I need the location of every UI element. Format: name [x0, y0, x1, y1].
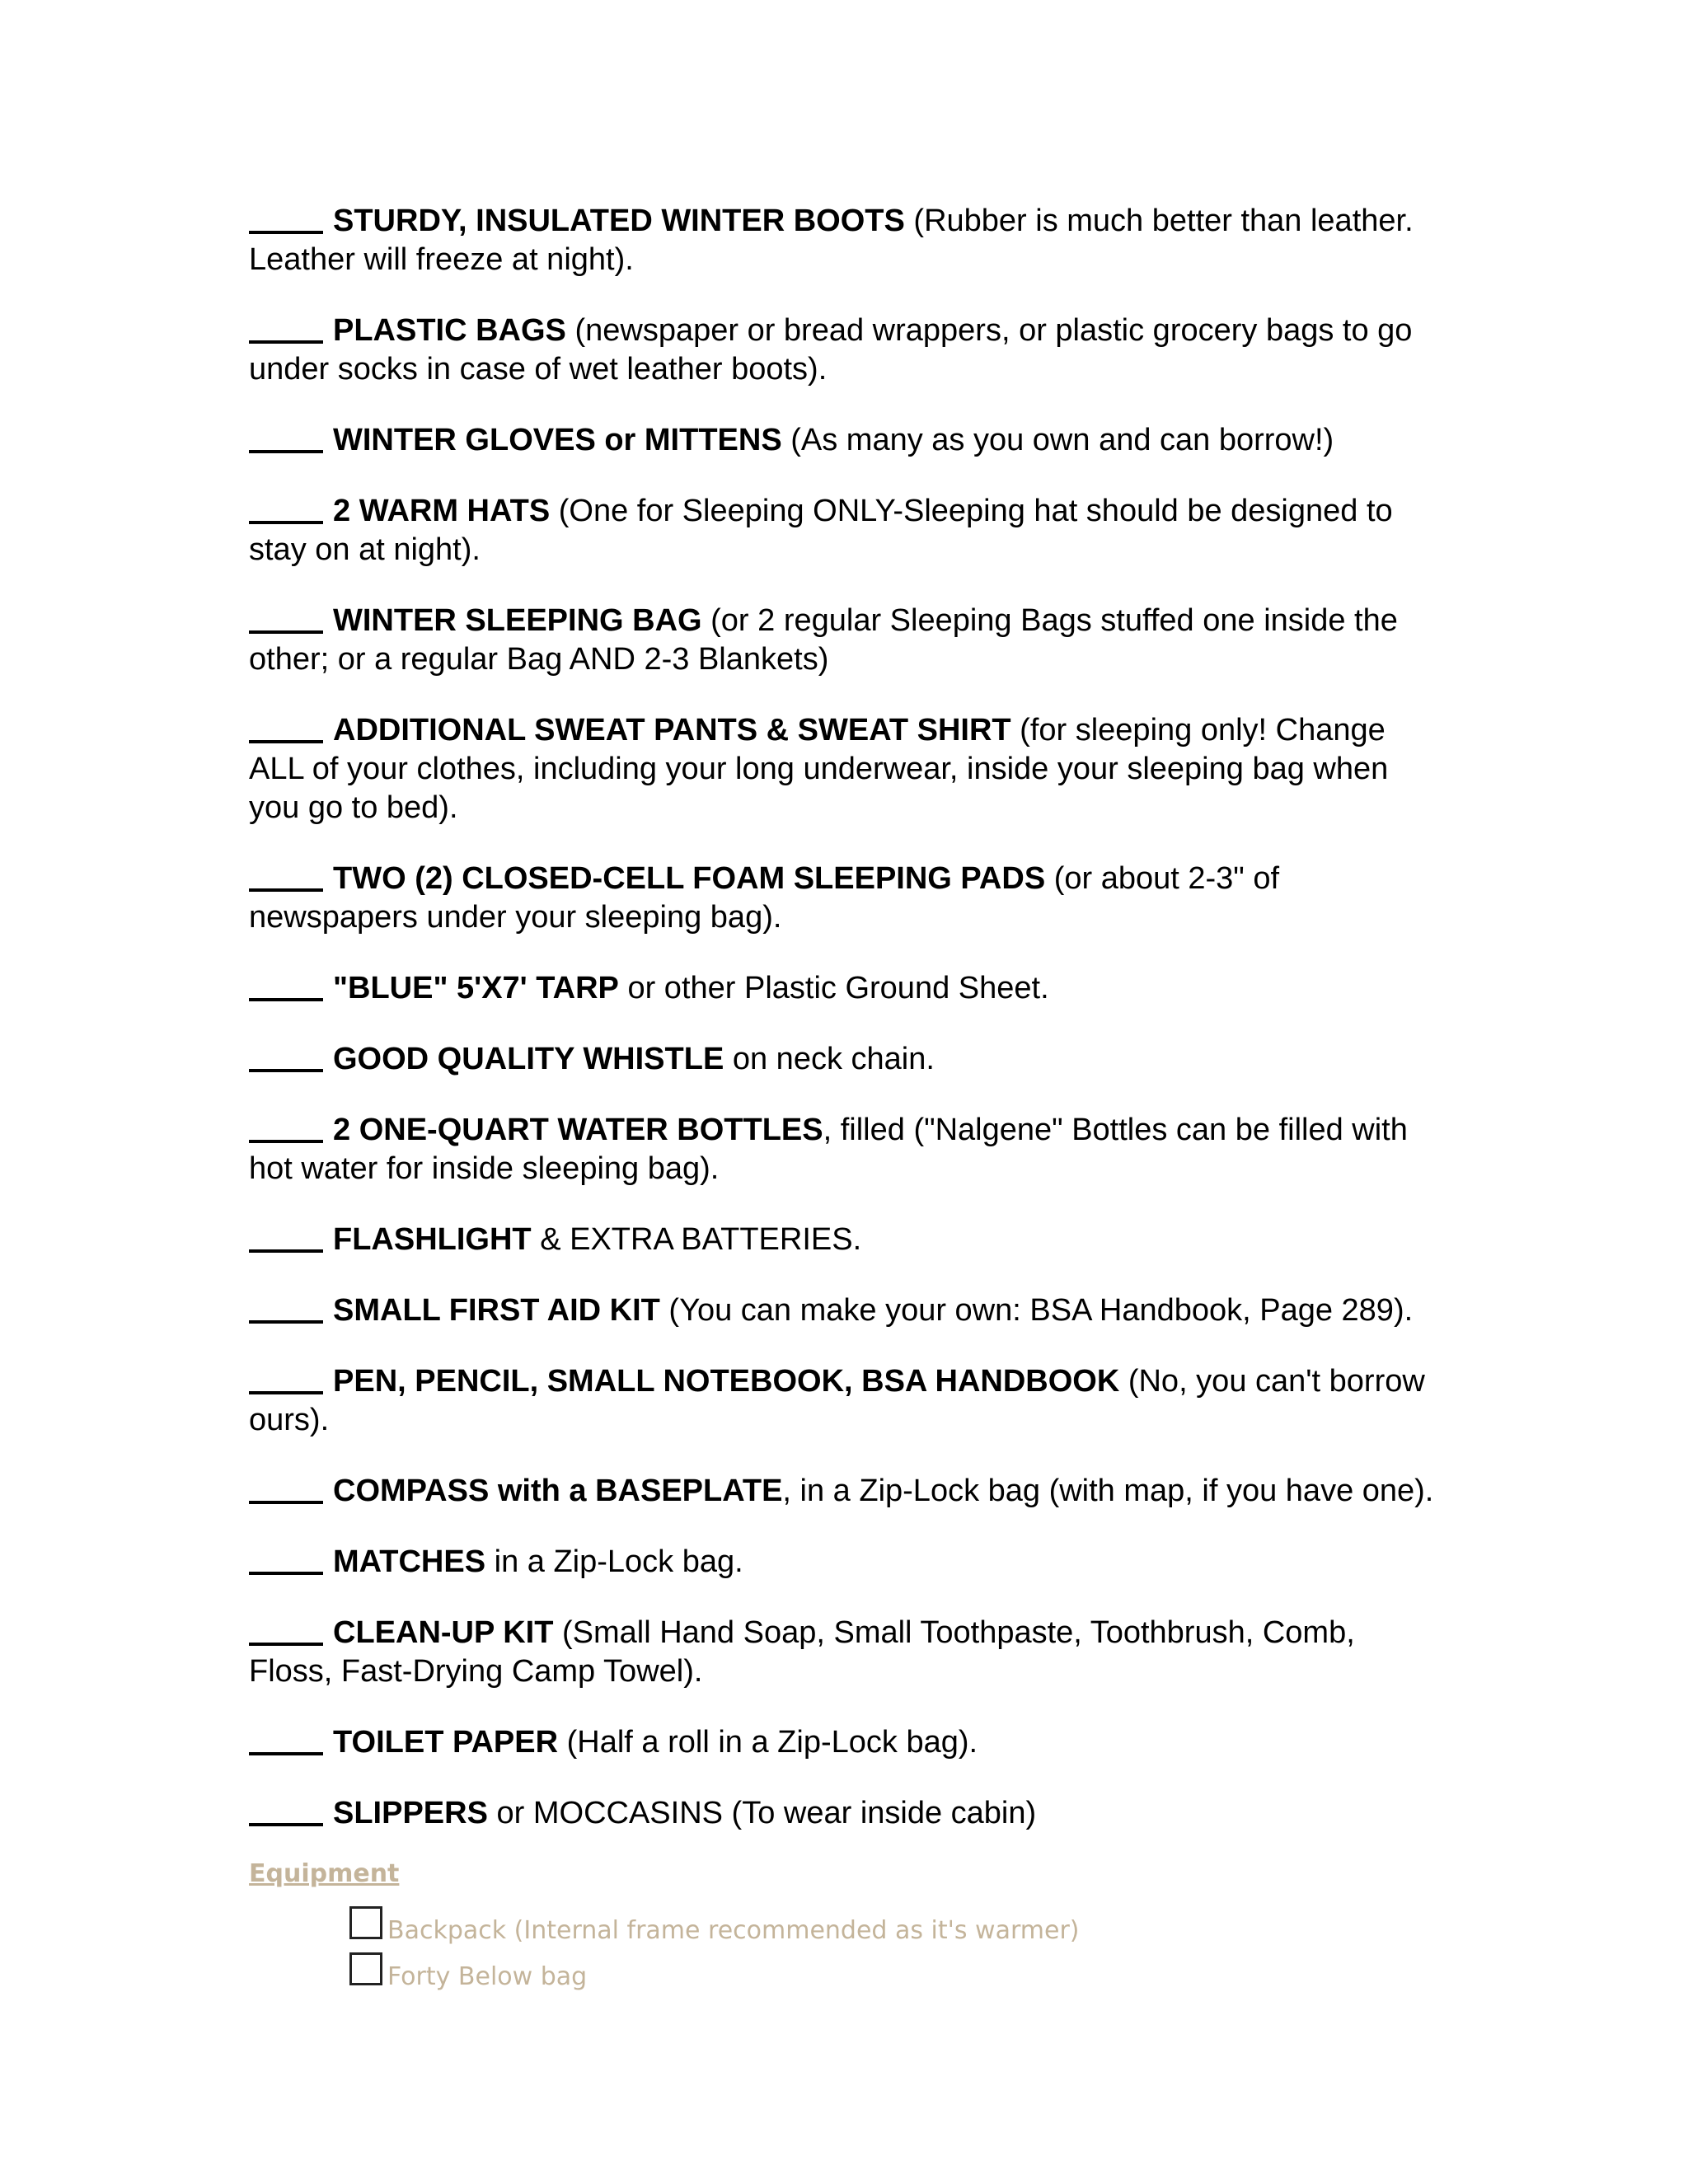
checklist-item [249, 1357, 1444, 1440]
checklist-item [249, 1537, 1444, 1582]
equipment-item-label: Backpack (Internal frame recommended as it's warmer) [387, 1916, 1080, 1945]
checklist-item [249, 596, 1444, 679]
checklist-item [249, 963, 1444, 1008]
equipment-heading-link[interactable]: Equipment [249, 1859, 400, 1888]
checklist-item [249, 1788, 1444, 1833]
item-title: 2 ONE-QUART WATER BOTTLES [333, 1113, 823, 1147]
item-description: (Small Hand Soap, Small Toothpaste, Toothbrush, Comb, Floss, Fast-Drying Camp Towel). [249, 1615, 1355, 1689]
equipment-item [349, 1903, 1444, 1949]
equipment-checkbox[interactable] [349, 1906, 382, 1939]
check-blank-line [249, 1540, 323, 1575]
item-title: FLASHLIGHT [333, 1222, 532, 1257]
checklist-item [249, 486, 1444, 569]
check-blank-line [249, 857, 323, 892]
item-title: PLASTIC BAGS [333, 313, 566, 348]
item-description: (One for Sleeping ONLY-Sleeping hat should be designed to stay on at night). [249, 494, 1393, 567]
check-blank-line [249, 1289, 323, 1324]
item-description: or other Plastic Ground Sheet. [618, 971, 1049, 1005]
checklist-item [249, 196, 1444, 279]
item-description: (for sleeping only! Change ALL of your clothes, including your long underwear, inside your sleeping bag when you go to bed). [249, 713, 1389, 825]
checklist-item [249, 306, 1444, 389]
item-title: 2 WARM HATS [333, 494, 551, 528]
item-description: (You can make your own: BSA Handbook, Page 289). [659, 1293, 1414, 1328]
item-description: (newspaper or bread wrappers, or plastic grocery bags to go under socks in case of wet leather boots). [249, 313, 1413, 387]
equipment-list [249, 1903, 1444, 1995]
check-blank-line [249, 490, 323, 524]
check-blank-line [249, 1108, 323, 1143]
check-blank-line [249, 309, 323, 344]
item-title: COMPASS with a BASEPLATE [333, 1474, 783, 1508]
check-blank-line [249, 709, 323, 743]
checklist-item [249, 1608, 1444, 1691]
check-blank-line [249, 1360, 323, 1394]
item-description: (As many as you own and can borrow!) [781, 423, 1334, 457]
equipment-item-label: Forty Below bag [387, 1962, 588, 1991]
item-title: SLIPPERS [333, 1796, 488, 1830]
item-description: , in a Zip-Lock bag (with map, if you have one). [782, 1474, 1434, 1508]
item-description: (Rubber is much better than leather. Leather will freeze at night). [249, 204, 1414, 277]
checklist-page [249, 196, 1444, 1995]
check-blank-line [249, 967, 323, 1001]
item-description: (or 2 regular Sleeping Bags stuffed one inside the other; or a regular Bag AND 2-3 Blankets) [249, 603, 1398, 677]
item-description: or MOCCASINS (To wear inside cabin) [487, 1796, 1037, 1830]
item-description: , filled ("Nalgene" Bottles can be filled with hot water for inside sleeping bag). [249, 1113, 1408, 1186]
check-blank-line [249, 1611, 323, 1646]
check-blank-line [249, 199, 323, 234]
checklist-item [249, 415, 1444, 460]
item-title: STURDY, INSULATED WINTER BOOTS [333, 204, 905, 238]
equipment-item [349, 1949, 1444, 1995]
check-blank-line [249, 599, 323, 634]
check-blank-line [249, 1469, 323, 1504]
checklist-item [249, 854, 1444, 937]
check-blank-line [249, 419, 323, 453]
checklist-item [249, 1105, 1444, 1188]
item-title: WINTER SLEEPING BAG [333, 603, 702, 638]
check-blank-line [249, 1721, 323, 1755]
item-title: GOOD QUALITY WHISTLE [333, 1042, 724, 1076]
check-blank-line [249, 1792, 323, 1826]
item-description: & EXTRA BATTERIES. [531, 1222, 862, 1257]
item-description: in a Zip-Lock bag. [485, 1544, 743, 1579]
checklist-item [249, 705, 1444, 827]
check-blank-line [249, 1218, 323, 1253]
item-title: PEN, PENCIL, SMALL NOTEBOOK, BSA HANDBOOK [333, 1364, 1120, 1399]
checklist-item [249, 1034, 1444, 1079]
item-title: TWO (2) CLOSED-CELL FOAM SLEEPING PADS [333, 861, 1046, 896]
item-description: (or about 2-3" of newspapers under your sleeping bag). [249, 861, 1280, 935]
checklist-item [249, 1466, 1444, 1511]
checklist-item [249, 1286, 1444, 1330]
item-title: ADDITIONAL SWEAT PANTS & SWEAT SHIRT [333, 713, 1011, 748]
item-title: SMALL FIRST AID KIT [333, 1293, 660, 1328]
checklist-item [249, 1215, 1444, 1259]
item-description: (No, you can't borrow ours). [249, 1364, 1425, 1437]
check-blank-line [249, 1038, 323, 1072]
item-title: "BLUE" 5'X7' TARP [333, 971, 619, 1005]
item-title: WINTER GLOVES or MITTENS [333, 423, 782, 457]
item-description: on neck chain. [724, 1042, 935, 1076]
item-description: (Half a roll in a Zip-Lock bag). [558, 1725, 978, 1760]
item-title: CLEAN-UP KIT [333, 1615, 554, 1650]
checklist-item [249, 1718, 1444, 1762]
equipment-checkbox[interactable] [349, 1952, 382, 1985]
item-title: TOILET PAPER [333, 1725, 559, 1760]
item-title: MATCHES [333, 1544, 486, 1579]
